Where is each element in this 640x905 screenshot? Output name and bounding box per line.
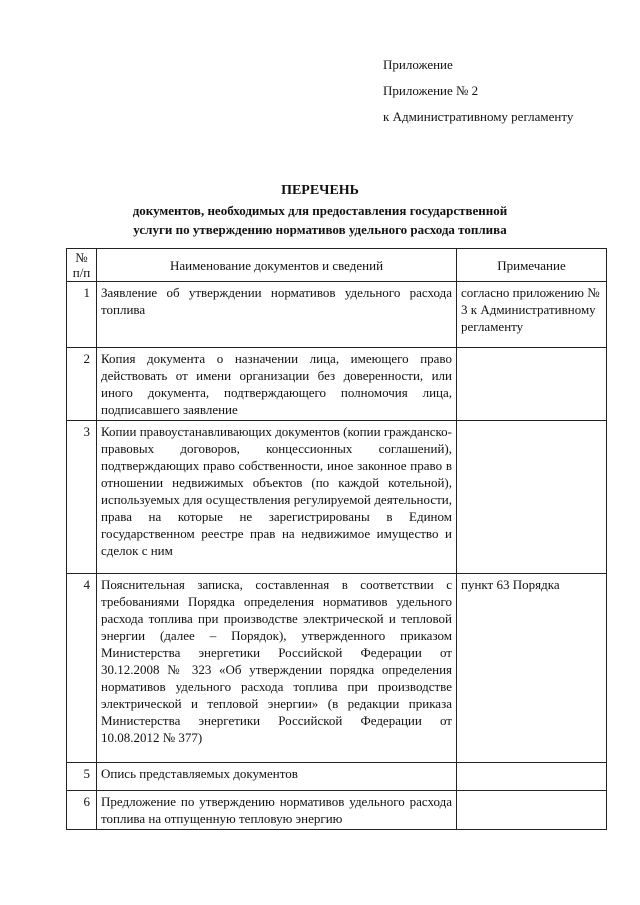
table-header-row: [67, 249, 607, 282]
document-title: [0, 181, 640, 239]
row-note: согласно приложению № 3 к Административному регламенту: [457, 282, 607, 348]
row-note: [457, 763, 607, 791]
row-note: [457, 348, 607, 421]
table-row: [67, 282, 607, 348]
table-row: [67, 763, 607, 791]
title-line-3: услуги по утверждению нормативов удельного расхода топлива: [133, 222, 507, 237]
row-number: 3: [67, 421, 97, 574]
column-header-name: Наименование документов и сведений: [97, 249, 457, 282]
row-note: [457, 791, 607, 830]
table-row: [67, 574, 607, 763]
table-row: [67, 791, 607, 830]
appendix-header: [383, 52, 573, 130]
row-note: пункт 63 Порядка: [457, 574, 607, 763]
column-header-number: [67, 249, 97, 282]
row-document-name: Пояснительная записка, составленная в соответствии с требованиями Порядка определения нормативов удельного расхода топлива при производстве электрической и тепловой энергии (далее – Порядок), утвержденного приказом Министерства энергетики Российской Федерации от 30.12.2008 № 323 «Об утверждении порядка определения нормативов удельного расхода топлива при производстве электрической и тепловой энергии» (в редакции приказа Министерства энергетики Российской Федерации от 10.08.2012 № 377): [97, 574, 457, 763]
row-document-name: Копии правоустанавливающих документов (копии гражданско-правовых договоров, концессионных соглашений), подтверждающих право собственности, иное законное право в отношении недвижимых объектов (по каждой котельной), используемых для осуществления регулируемой деятельности, права на которые не зарегистрированы в Едином государственном реестре прав на недвижимое имущество и сделок с ним: [97, 421, 457, 574]
table-row: [67, 348, 607, 421]
appendix-label: Приложение: [383, 57, 453, 72]
column-header-number-line1: №: [75, 250, 88, 265]
table-row: [67, 421, 607, 574]
row-number: 6: [67, 791, 97, 830]
appendix-number: Приложение № 2: [383, 83, 479, 98]
row-document-name: Заявление об утверждении нормативов удельного расхода топлива: [97, 282, 457, 348]
column-header-note: Примечание: [457, 249, 607, 282]
row-document-name: Предложение по утверждению нормативов удельного расхода топлива на отпущенную тепловую энергию: [97, 791, 457, 830]
title-main: ПЕРЕЧЕНЬ: [281, 183, 359, 198]
row-document-name: Копия документа о назначении лица, имеющего право действовать от имени организации без доверенности, или иного документа, подтверждающего полномочия лица, подписавшего заявление: [97, 348, 457, 421]
column-header-number-line2: п/п: [72, 265, 91, 280]
documents-table: [66, 248, 607, 830]
row-number: 1: [67, 282, 97, 348]
row-note: [457, 421, 607, 574]
appendix-reference: к Административному регламенту: [383, 109, 574, 124]
row-number: 2: [67, 348, 97, 421]
row-number: 4: [67, 574, 97, 763]
title-line-2: документов, необходимых для предоставления государственной: [132, 203, 508, 218]
row-document-name: Опись представляемых документов: [97, 763, 457, 791]
row-number: 5: [67, 763, 97, 791]
